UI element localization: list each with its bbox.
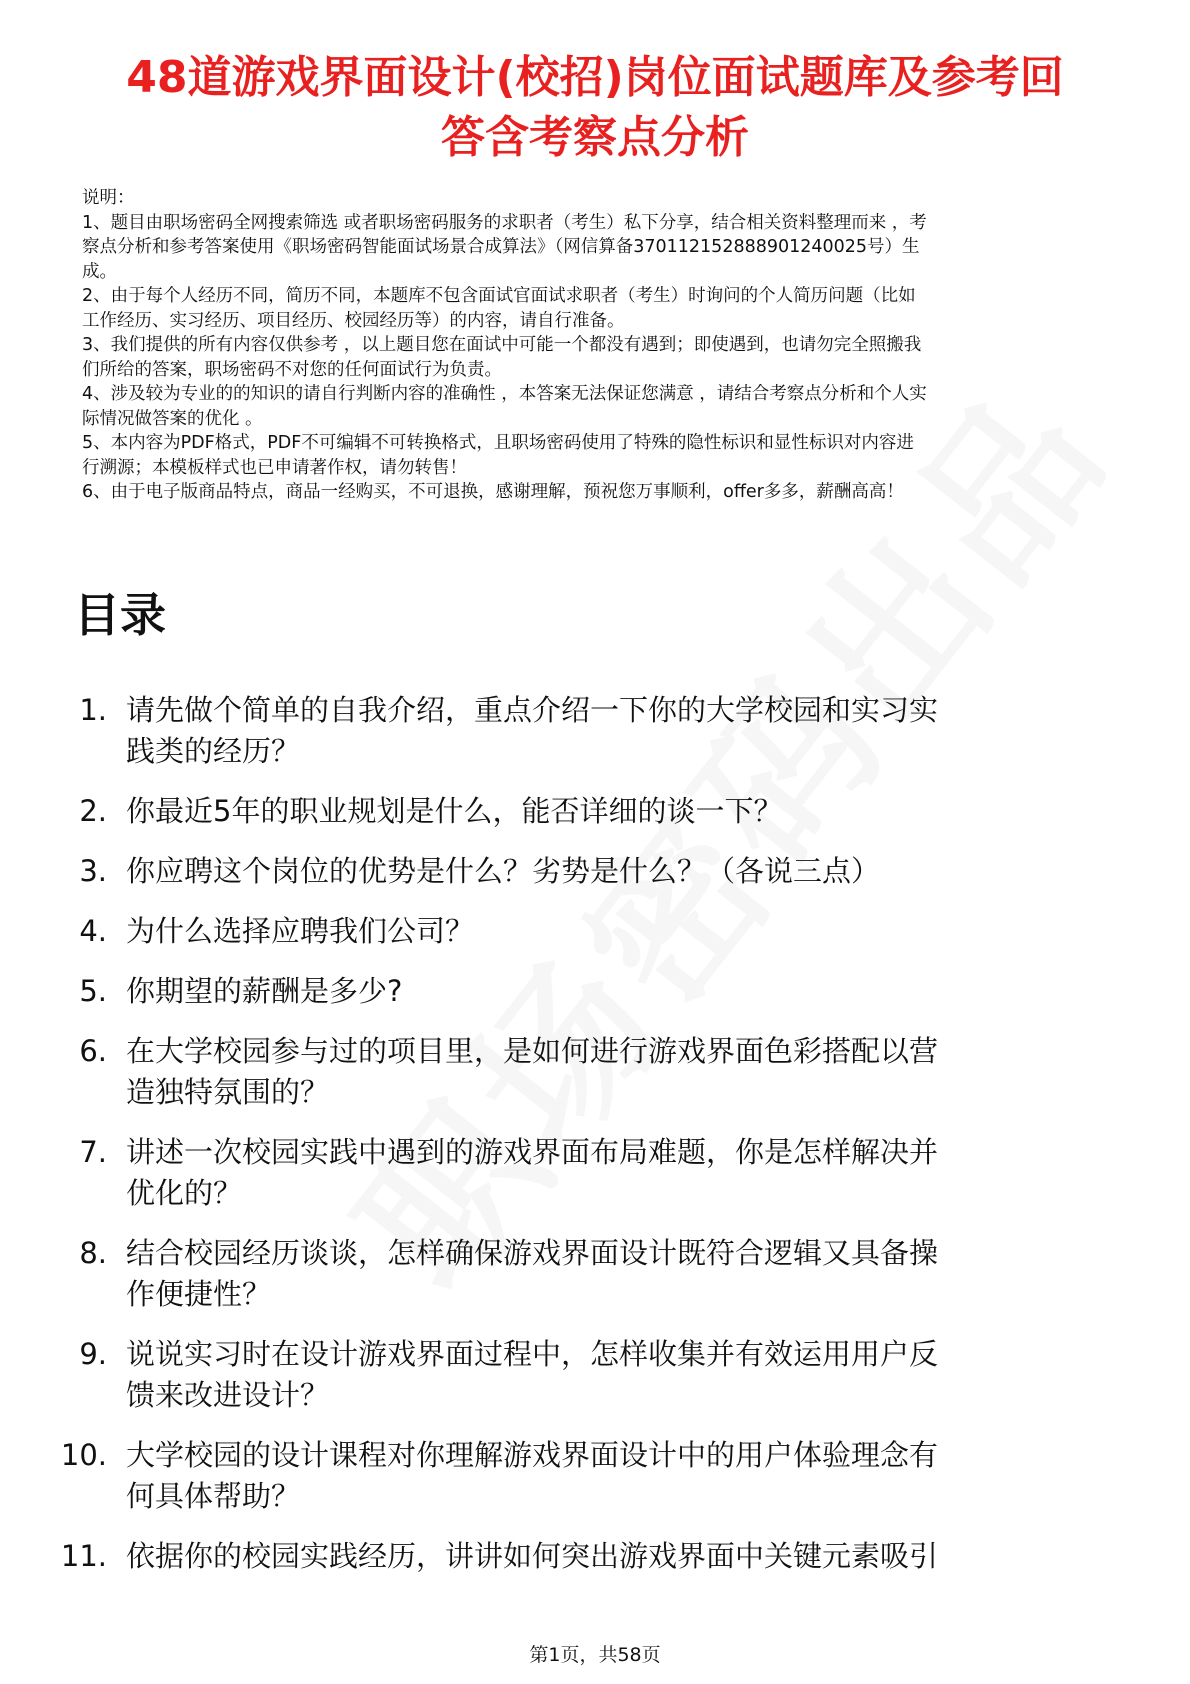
toc-item-text-line: 依据你的校园实践经历，讲讲如何突出游戏界面中关键元素吸引 (126, 1539, 939, 1573)
note-line: 说明： (82, 188, 135, 208)
page-footer: 第1页，共58页 (529, 1644, 661, 1666)
toc-item-text-line: 讲述一次校园实践中遇到的游戏界面布局难题，你是怎样解决并 (126, 1135, 939, 1169)
title-line-2: 答含考察点分析 (441, 112, 749, 163)
note-line: 工作经历、实习经历、项目经历、校园经历等）的内容，请自行准备。 (82, 310, 625, 331)
toc-item-text-line: 大学校园的设计课程对你理解游戏界面设计中的用户体验理念有 (126, 1438, 939, 1472)
toc-item-text-line: 作便捷性？ (126, 1277, 272, 1311)
toc-item[interactable] (60, 1334, 1130, 1416)
toc-item[interactable] (60, 1031, 1130, 1113)
toc-item-number: 7. (79, 1135, 107, 1169)
toc-item[interactable] (60, 690, 1130, 772)
toc-item-text-line: 践类的经历？ (126, 734, 301, 768)
toc-item-text-line: 请先做个简单的自我介绍，重点介绍一下你的大学校园和实习实 (126, 693, 939, 727)
toc-item[interactable] (60, 911, 1130, 952)
toc-item[interactable] (60, 1435, 1130, 1517)
note-line: 察点分析和参考答案使用《职场密码智能面试场景合成算法》（网信算备370112152888901240025号）生 (82, 237, 920, 257)
toc-item-number: 11. (60, 1539, 107, 1573)
toc-item-text-line: 你应聘这个岗位的优势是什么？劣势是什么？（各说三点） (126, 854, 881, 888)
toc-item-text-line: 在大学校园参与过的项目里，是如何进行游戏界面色彩搭配以营 (126, 1034, 939, 1068)
toc-item-text-line: 结合校园经历谈谈，怎样确保游戏界面设计既符合逻辑又具备操 (126, 1236, 939, 1270)
toc-item-text-line: 你最近5年的职业规划是什么，能否详细的谈一下？ (126, 794, 783, 828)
toc-item-text-line: 优化的？ (126, 1176, 243, 1210)
note-line: 6、由于电子版商品特点，商品一经购买，不可退换，感谢理解，预祝您万事顺利，offer多多，薪酬高高！ (82, 482, 904, 502)
toc-item-number: 6. (79, 1034, 107, 1068)
toc-item[interactable] (60, 971, 1130, 1012)
toc-item-number: 2. (79, 794, 107, 828)
note-line: 们所给的答案，职场密码不对您的任何面试行为负责。 (82, 359, 502, 380)
toc-item-number: 10. (60, 1438, 107, 1472)
toc-item-text-line: 造独特氛围的？ (126, 1075, 330, 1109)
toc-item-number: 9. (79, 1337, 107, 1371)
toc-item-text-line: 何具体帮助？ (126, 1479, 301, 1513)
toc-item[interactable] (60, 791, 1130, 832)
note-line: 4、涉及较为专业的的知识的请自行判断内容的准确性 ，本答案无法保证您满意 ，请结合考察点分析和个人实 (82, 384, 927, 404)
note-line: 1、题目由职场密码全网搜索筛选 或者职场密码服务的求职者（考生）私下分享，结合相关资料整理而来 ，考 (82, 212, 927, 233)
toc-item-number: 1. (79, 693, 107, 727)
toc-item-number: 8. (79, 1236, 107, 1270)
toc-item-number: 3. (79, 854, 107, 888)
toc-item-number: 4. (79, 914, 107, 948)
toc-heading: 目录 (74, 588, 166, 642)
toc-item-text-line: 你期望的薪酬是多少? (126, 974, 403, 1008)
toc-item[interactable] (60, 1132, 1130, 1214)
document-title (40, 48, 1150, 168)
note-line: 5、本内容为PDF格式，PDF不可编辑不可转换格式，且职场密码使用了特殊的隐性标识和显性标识对内容进 (82, 433, 914, 453)
note-line: 行溯源；本模板样式也已申请著作权，请勿转售！ (82, 457, 467, 478)
toc-item[interactable] (60, 1536, 1130, 1577)
note-line: 2、由于每个人经历不同，简历不同，本题库不包含面试官面试求职者（考生）时询问的个人简历问题（比如 (82, 286, 916, 306)
table-of-contents (60, 690, 1130, 1596)
note-line: 成。 (82, 261, 117, 282)
note-line: 3、我们提供的所有内容仅供参考 ，以上题目您在面试中可能一个都没有遇到；即使遇到，也请勿完全照搬我 (82, 335, 922, 355)
toc-item[interactable] (60, 1233, 1130, 1315)
note-line: 际情况做答案的优化 。 (82, 408, 263, 429)
toc-item-text-line: 说说实习时在设计游戏界面过程中，怎样收集并有效运用用户反 (126, 1337, 939, 1371)
toc-item-text-line: 为什么选择应聘我们公司？ (126, 914, 475, 948)
toc-item-number: 5. (79, 974, 107, 1008)
title-line-1: 48道游戏界面设计(校招)岗位面试题库及参考回 (126, 52, 1064, 103)
disclaimer-notes (82, 186, 1112, 505)
toc-item-text-line: 馈来改进设计？ (126, 1378, 330, 1412)
toc-item[interactable] (60, 851, 1130, 892)
